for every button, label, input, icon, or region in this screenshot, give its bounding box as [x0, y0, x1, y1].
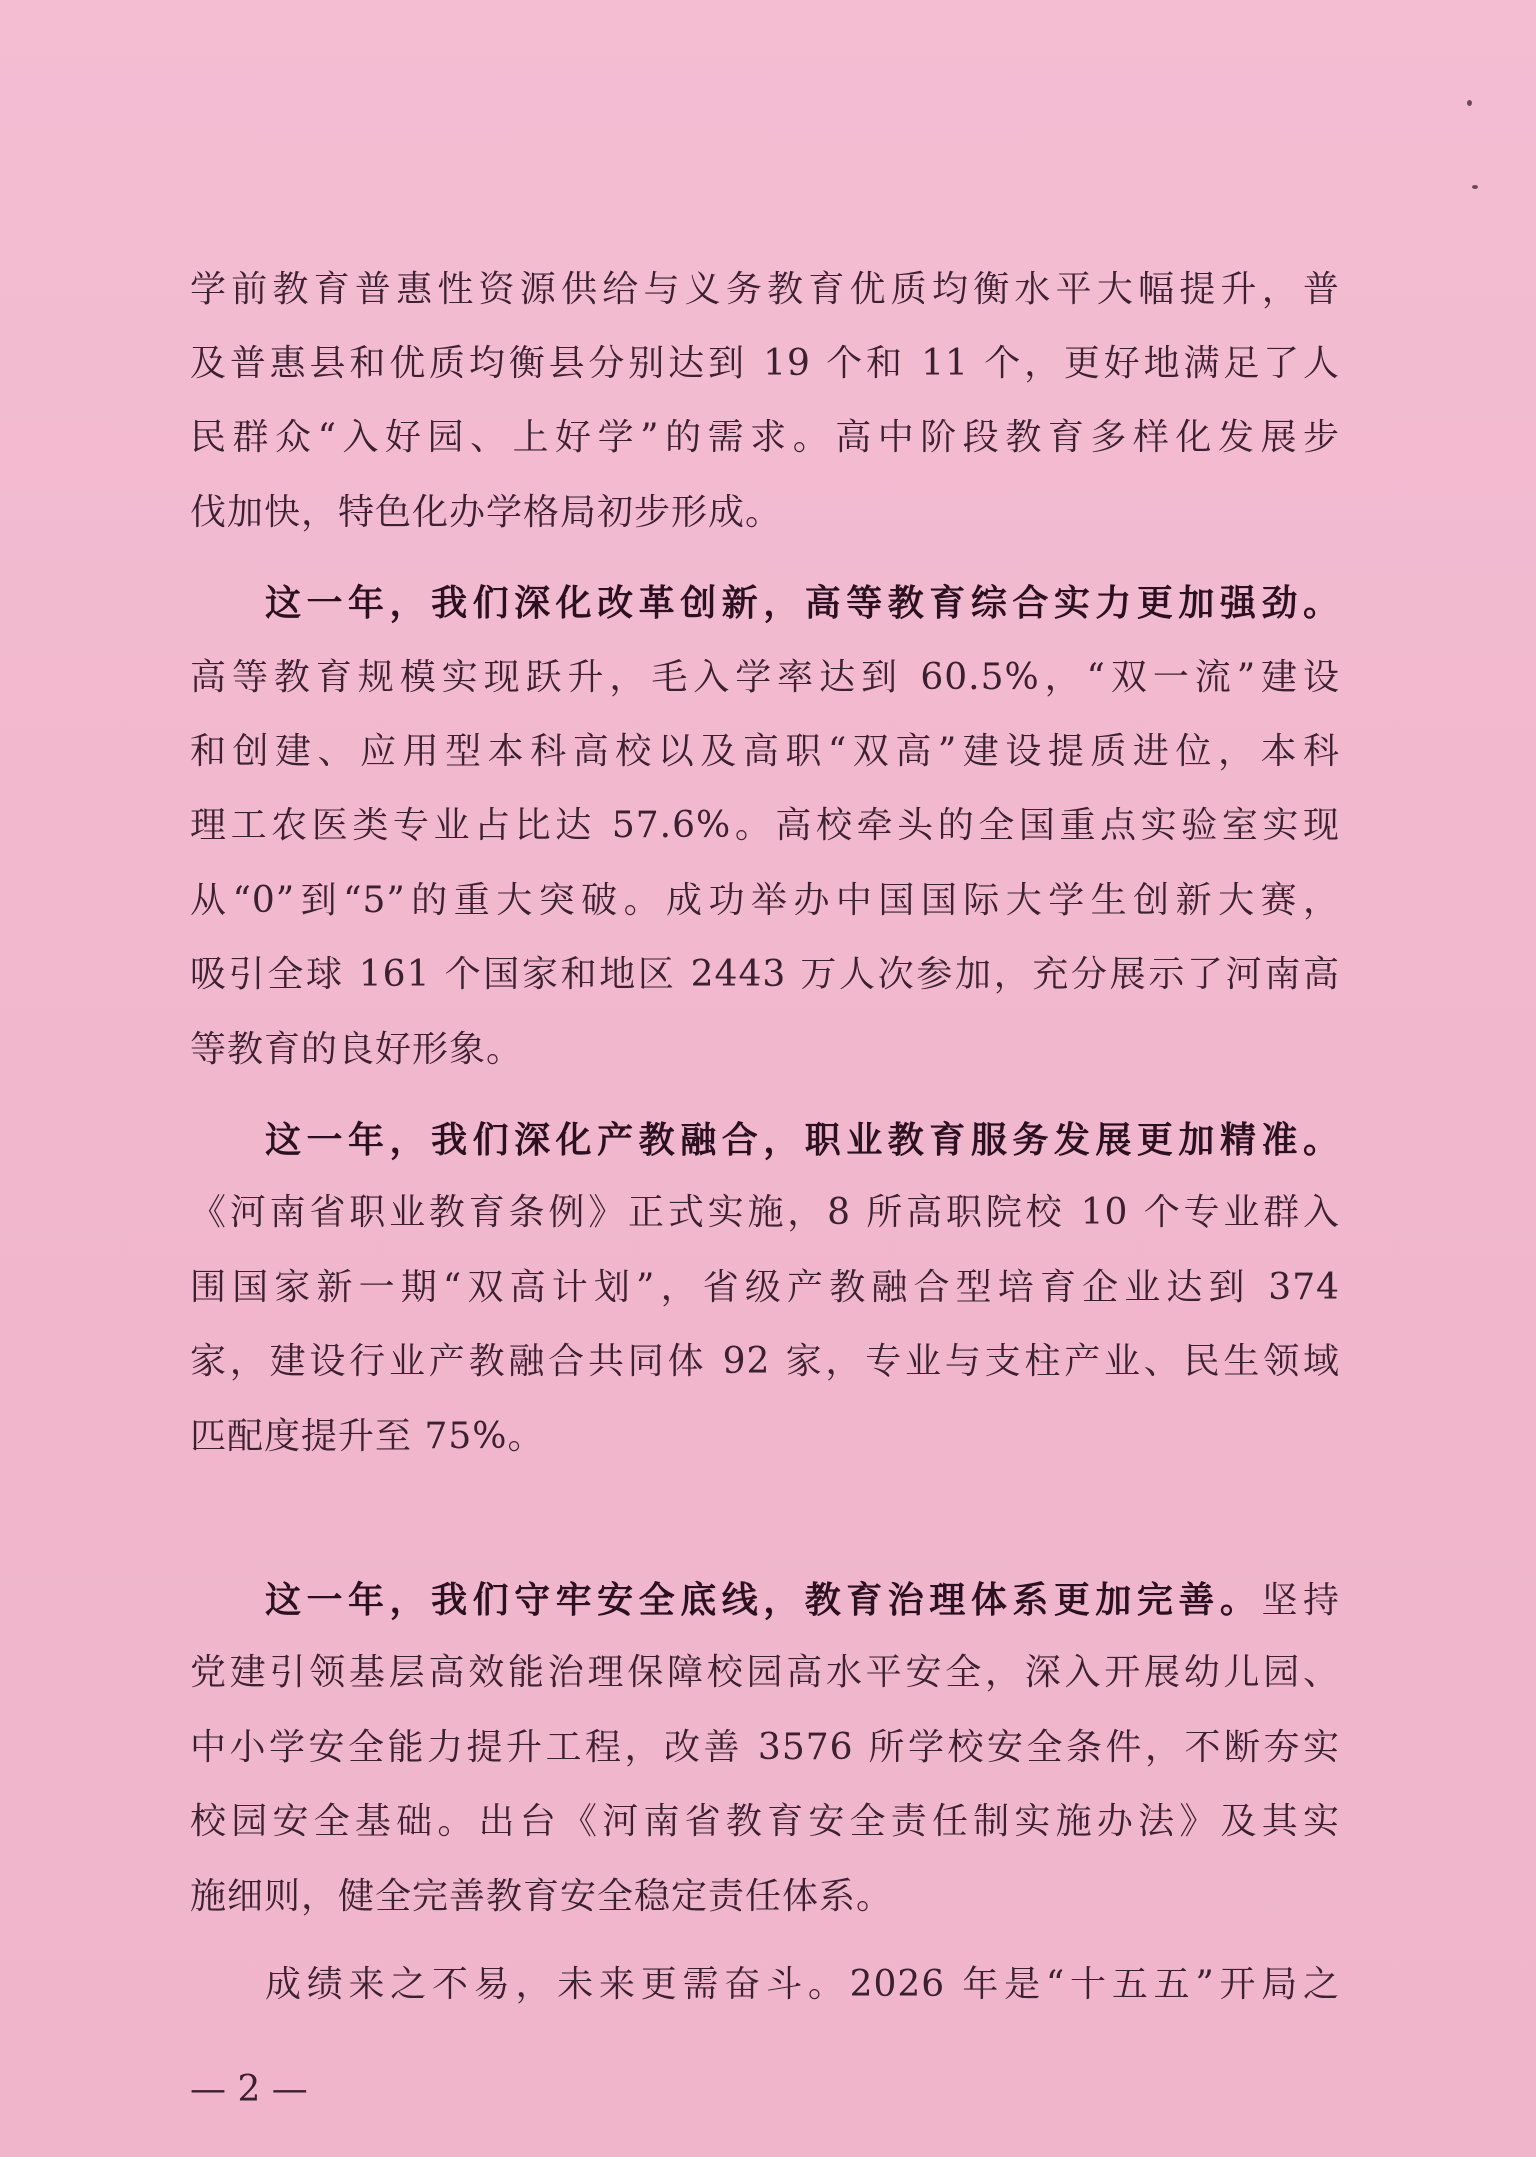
bold-lead: 这一年，我们守牢安全底线，教育治理体系更加完善。 — [265, 1579, 1262, 1621]
bold-lead: 这一年，我们深化改革创新，高等教育综合实力更加强劲。 — [265, 582, 1340, 624]
text-line: 校园安全基础。出台《河南省教育安全责任制实施办法》及其实 — [190, 1801, 1340, 1842]
text-line: 民群众“入好园、上好学”的需求。高中阶段教育多样化发展步 — [190, 417, 1340, 458]
text-line: 中小学安全能力提升工程，改善 3576 所学校安全条件，不断夯实 — [190, 1727, 1340, 1768]
text-line: 从“0”到“5”的重大突破。成功举办中国国际大学生创新大赛， — [190, 880, 1340, 921]
text-line: 学前教育普惠性资源供给与义务教育优质均衡水平大幅提升，普 — [190, 269, 1340, 310]
text-line: 伐加快，特色化办学格局初步形成。 — [190, 492, 783, 533]
text-line: 高等教育规模实现跃升，毛入学率达到 60.5%，“双一流”建设 — [190, 657, 1340, 698]
text-line: 《河南省职业教育条例》正式实施，8 所高职院校 10 个专业群入 — [190, 1192, 1340, 1233]
paragraph-heading — [265, 1578, 1340, 1623]
text-line: 和创建、应用型本科高校以及高职“双高”建设提质进位，本科 — [190, 731, 1340, 772]
text-line: 党建引领基层高效能治理保障校园高水平安全，深入开展幼儿园、 — [190, 1652, 1340, 1693]
scan-speck — [1472, 185, 1478, 189]
text-line: 等教育的良好形象。 — [190, 1029, 524, 1070]
text-line: 理工农医类专业占比达 57.6%。高校牵头的全国重点实验室实现 — [190, 805, 1340, 846]
text-line: 匹配度提升至 75%。 — [190, 1416, 545, 1457]
text-line: 围国家新一期“双高计划”，省级产教融合型培育企业达到 374 — [190, 1267, 1340, 1308]
text-line: 家，建设行业产教融合共同体 92 家，专业与支柱产业、民生领域 — [190, 1341, 1340, 1382]
text-line: 及普惠县和优质均衡县分别达到 19 个和 11 个，更好地满足了人 — [190, 343, 1340, 384]
text-line: 吸引全球 161 个国家和地区 2443 万人次参加，充分展示了河南高 — [190, 954, 1340, 995]
paragraph-heading — [265, 1118, 1340, 1163]
scan-speck — [1467, 100, 1472, 106]
paragraph-heading — [265, 581, 1340, 626]
text-line: 成绩来之不易，未来更需奋斗。2026 年是“十五五”开局之 — [265, 1964, 1340, 2005]
page-number: — 2 — — [190, 2069, 308, 2110]
text-continuation: 坚持 — [1261, 1580, 1340, 1621]
bold-lead: 这一年，我们深化产教融合，职业教育服务发展更加精准。 — [265, 1119, 1340, 1161]
text-line: 施细则，健全完善教育安全稳定责任体系。 — [190, 1876, 894, 1917]
